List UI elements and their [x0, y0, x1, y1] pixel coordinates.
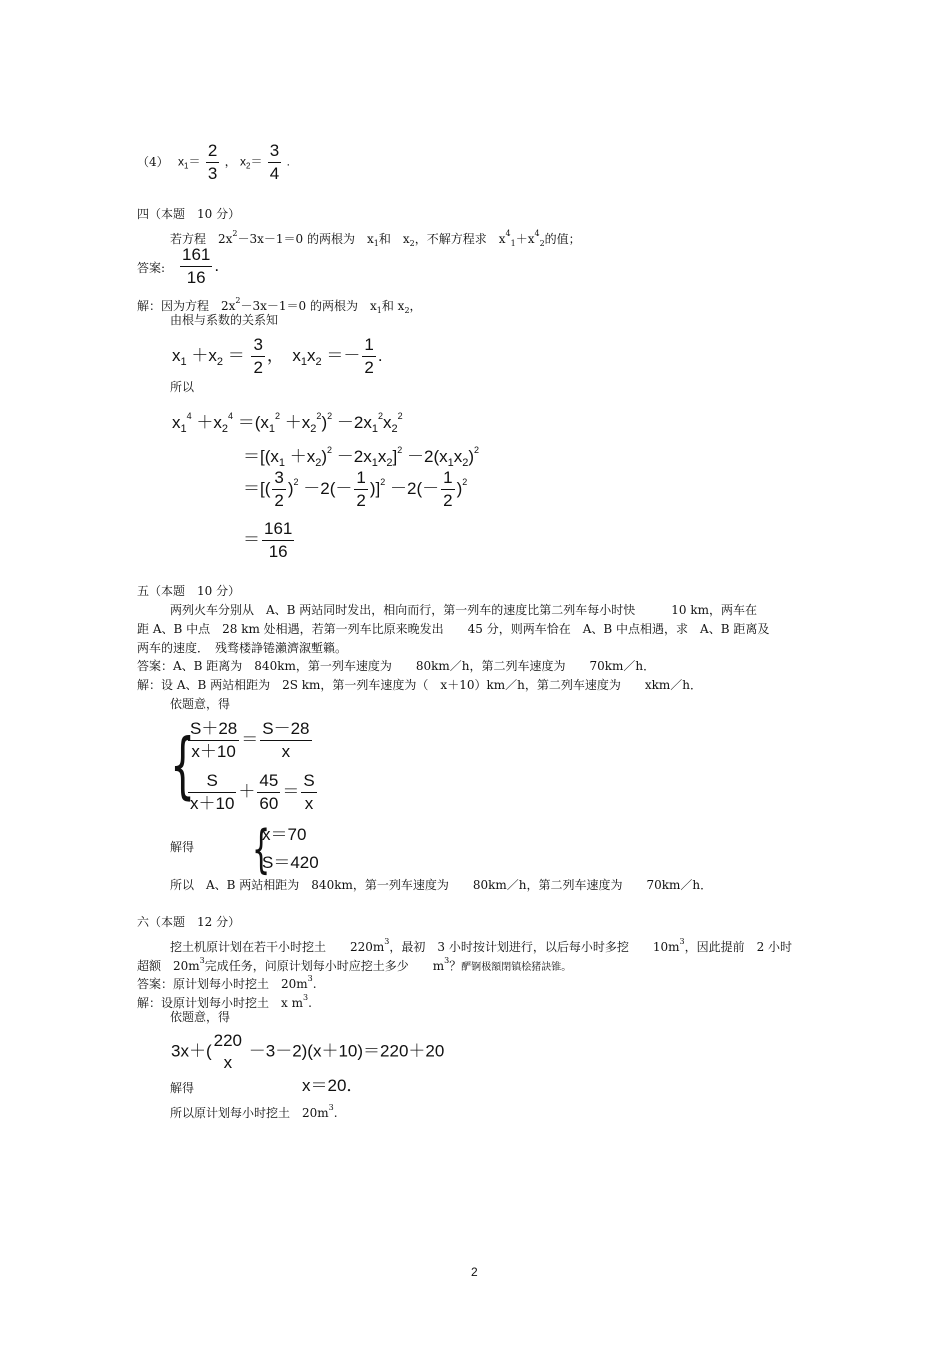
q5-problem-line2: 距 A、B 中点 28 km 处相遇，若第一列车比原来晚发出 45 分，则两车恰在 A、B 中点相遇，求 A、B 距离及 [137, 622, 770, 636]
q3-f1-den: 3 [207, 164, 218, 183]
q3-item4-label: （4） [137, 155, 169, 169]
q5-answer: 答案：A、B 距离为 840km，第一列车速度为 80km／h，第二列车速度为 70km／h． [137, 659, 656, 673]
q6-root: x＝20． [302, 1076, 364, 1095]
q3-comma: ， [224, 154, 237, 169]
q3-fraction-1 [206, 140, 219, 185]
q3-eq1: ＝ [188, 154, 201, 169]
q4-derivation-line2: $=[(x_1 +x_2)^2 -2x_1x_2]^2 -2(x_1x_2)^2$ [243, 445, 480, 469]
q6-header: 六（本题 12 分） [137, 915, 241, 929]
q3-f1-num: 2 [206, 140, 219, 163]
q6-problem-line2: 超额 $20m^3$完成任务，问原计划每小时应挖土多少 $m^3$？酽锕极額閉镇桧猪訣锥。 [137, 956, 572, 973]
q5-equation-1: $\frac{S+28}{x+10}$ ＝ $\frac{S-28}{x}$ [190, 719, 310, 761]
q5-final: 所以 A、B 两站相距为 840km，第一列车速度为 80km／h，第二列车速度为 70km／h． [170, 878, 713, 892]
q3-x2-sub: 2 [245, 161, 251, 171]
q3-period: . [286, 154, 290, 169]
q4-solution-line1: 解：因为方程 $2x^2-3x-1=0$ 的两根为 $x_1$和 $x_2$， [137, 296, 422, 315]
q6-equation: 3x＋( 220 x －3－2)(x＋10)＝220＋20 [171, 1031, 445, 1072]
q5-header: 五（本题 10 分） [137, 584, 241, 598]
q4-derivation-line1: $x_1^4 +x_2^4 =(x_1^2 +x_2^2)^2 -2x_1^2x_2^2$ [172, 411, 403, 435]
q3-x1: x [178, 154, 184, 169]
q3-roots [178, 140, 290, 185]
q6-answer: 答案：原计划每小时挖土 $20m^3$. [137, 974, 317, 991]
q3-fraction-2 [268, 140, 281, 185]
q6-solution: 解：设原计划每小时挖土 x $m^3$. [137, 993, 312, 1010]
q6-final: 所以原计划每小时挖土 $20m^3$. [170, 1103, 338, 1120]
q4-solution-line2: 由根与系数的关系知 [170, 313, 279, 327]
q3-f2-num: 3 [268, 140, 281, 163]
q6-problem-line1: 挖土机原计划在若干小时挖土 $220m^3$，最初 3 小时按计划进行，以后每小时多挖 $10m^3$，因此提前 2 小时 [170, 937, 793, 954]
q5-system-brace: { [170, 723, 196, 807]
page-number: 2 [471, 1265, 478, 1279]
q4-answer-label: 答案: [137, 261, 166, 275]
q5-problem-line3: 两车的速度． 残骛楼諍锩瀨濟溆塹籟。 [137, 641, 348, 655]
q3-f2-den: 4 [269, 164, 280, 183]
q5-equation-2: $\frac{S}{x+10}$ ＋ $\frac{45}{60}$ ＝ $\frac{S}{x}$ [190, 771, 315, 813]
q4-derivation-line3: ＝[( $\frac{3}{2}$ )$^2$ －2(－ $\frac{1}{2}$ )]$^2$ －2(－ $\frac{1}{2}$ )$^2$ [243, 468, 468, 510]
q4-vieta-formula: $x_1 +x_2$ ＝ $\frac{3}{2}$ ， $x_1x_2$ ＝－ $\frac{1}{2}$ . [172, 335, 383, 377]
q5-result-x: x＝70 [262, 825, 307, 844]
q6-jiede: 解得 [170, 1081, 195, 1095]
q3-x2: x [239, 154, 246, 169]
q4-suoyi: 所以 [170, 380, 195, 394]
q3-eq2: ＝ [250, 154, 263, 169]
q5-yiti: 依题意，得 [170, 697, 231, 711]
q6-yiti: 依题意，得 [170, 1010, 231, 1024]
q4-header: 四（本题 10 分） [137, 207, 241, 221]
q5-solution: 解：设 A、B 两站相距为 2S km，第一列车速度为（ x＋10）km／h，第二列车速度为 xkm／h． [137, 678, 702, 692]
q4-problem: 若方程 $2x^2-3x-1=0$ 的两根为 $x_1$和 $x_2$，不解方程求 $x^4_1+x^4_2$的值； [170, 229, 581, 248]
q5-problem-line1: 两列火车分别从 A、B 两站同时发出，相向而行，第一列车的速度比第二列车每小时快 10 km，两车在 [170, 603, 758, 617]
q5-jiede: 解得 [170, 840, 195, 854]
q5-result-brace: { [252, 820, 271, 880]
q3-x1-sub: 1 [184, 161, 189, 171]
q4-answer-fraction: $\frac{161}{16}$ [182, 245, 211, 287]
q4-derivation-line4: ＝ $\frac{161}{16}$ [243, 519, 293, 561]
q5-result-s: S＝420 [262, 853, 319, 872]
q4-answer-value: $\frac{161}{16}$ . [182, 245, 220, 287]
